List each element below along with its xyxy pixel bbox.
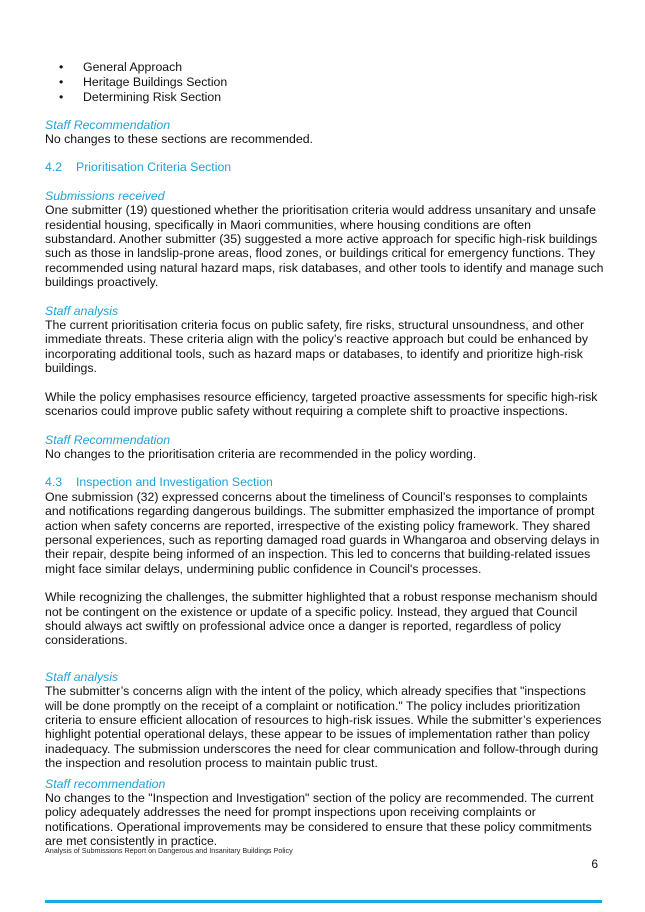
list-item: • General Approach bbox=[45, 60, 605, 75]
list-item: • Heritage Buildings Section bbox=[45, 75, 605, 90]
staff-analysis-heading: Staff analysis bbox=[45, 669, 119, 684]
staff-recommendation-text: No changes to the prioritisation criteria are recommended in the policy wording. bbox=[45, 446, 477, 461]
staff-recommendation-text: No changes to these sections are recommended. bbox=[45, 132, 313, 147]
staff-analysis-paragraph: While the policy emphasises resource efficiency, targeted proactive assessments for specific high-risk scenarios could improve public safety without requiring a complete shift to proactive inspections. bbox=[45, 389, 598, 419]
staff-analysis-heading: Staff analysis bbox=[45, 303, 119, 318]
bullet-list bbox=[45, 60, 605, 106]
inspection-paragraph: While recognizing the challenges, the submitter highlighted that a robust response mechanism should not be contingent on the existence or update of a specific policy. Instead, they argued that Council should always act swiftly on professional advice once a danger is reported, regardless of policy considerations. bbox=[45, 590, 598, 648]
section-title: Prioritisation Criteria Section bbox=[76, 160, 232, 175]
list-item: • Determining Risk Section bbox=[45, 90, 605, 105]
section-title: Inspection and Investigation Section bbox=[76, 475, 273, 490]
submissions-received-text: One submitter (19) questioned whether the prioritisation criteria would address unsanitary and unsafe residential housing, specifically in Maori communities, where housing conditions are often substandard. Another submitter (35) suggested a more active approach for specific high-risk buildings such as those in landslip-prone areas, flood zones, or buildings critical for emergency functions. They recommended using natural hazard maps, risk databases, and other tools to identify and manage such buildings proactively. bbox=[45, 203, 604, 290]
document-body bbox=[45, 60, 605, 849]
staff-recommendation-heading: Staff recommendation bbox=[45, 776, 166, 791]
page-number: 6 bbox=[591, 857, 598, 871]
staff-analysis-paragraph: The submitter’s concerns align with the intent of the policy, which already specifies that "inspections will be done promptly on the receipt of a complaint or notification." The policy includes prioritization criteria to ensure efficient allocation of resources to high-risk issues. While the submitter’s experiences highlight potential operational delays, these appear to be issues of implementation rather than policy inadequacy. The submission underscores the need for clear communication and follow-through during the inspection and resolution process to maintain public trust. bbox=[45, 684, 602, 771]
staff-recommendation-heading: Staff Recommendation bbox=[45, 117, 171, 132]
section-number: 4.3 bbox=[45, 475, 63, 490]
staff-analysis-paragraph: The current prioritisation criteria focus on public safety, fire risks, structural unsoundness, and other immediate threats. These criteria align with the policy’s reactive approach but could be enhanced by incorporating additional tools, such as hazard maps or databases, to identify and prioritize high-risk buildings. bbox=[45, 318, 588, 376]
section-number: 4.2 bbox=[45, 160, 63, 175]
staff-recommendation-text: No changes to the "Inspection and Investigation" section of the policy are recommended. The current policy adequately addresses the need for prompt inspections upon receiving complaints or notifications. Operational improvements may be considered to ensure that these policy commitments are met consistently in practice. bbox=[45, 791, 594, 849]
inspection-paragraph: One submission (32) expressed concerns about the timeliness of Council’s responses to complaints and notifications regarding dangerous buildings. The submitter emphasized the importance of prompt action when safety concerns are reported, irrespective of the existing policy framework. They shared personal experiences, such as reporting damaged road guards in Whangaroa and observing delays in their repair, despite being informed of an inspection. This led to concerns that building-related issues might face similar delays, undermining public confidence in Council's processes. bbox=[45, 489, 600, 576]
section-heading-4-2 bbox=[45, 160, 605, 174]
staff-recommendation-heading: Staff Recommendation bbox=[45, 432, 171, 447]
submissions-received-heading: Submissions received bbox=[45, 188, 165, 203]
section-heading-4-3 bbox=[45, 475, 605, 489]
footer-rule bbox=[45, 900, 602, 903]
footer-title: Analysis of Submissions Report on Dangerous and Insanitary Buildings Policy bbox=[45, 846, 293, 855]
